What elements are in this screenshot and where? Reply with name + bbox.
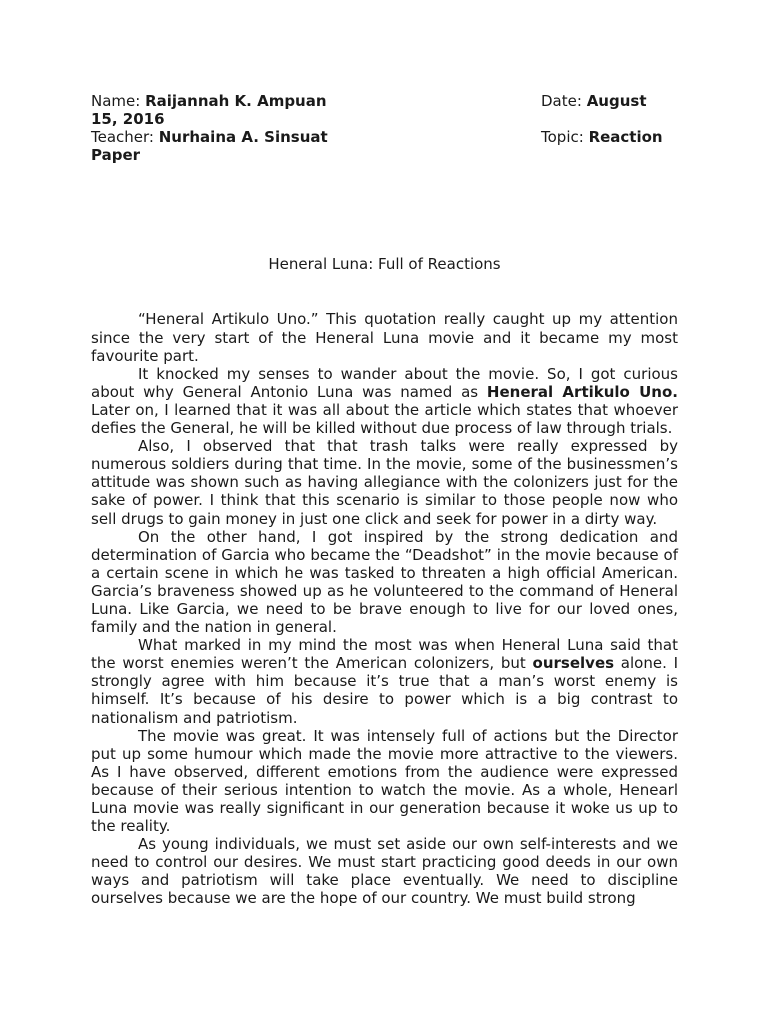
teacher-value: Nurhaina A. Sinsuat — [158, 128, 328, 147]
topic-field — [541, 128, 663, 146]
teacher-field — [91, 128, 328, 146]
document-page — [91, 92, 678, 908]
paragraph-2 — [91, 365, 678, 437]
date-value-cont: 15, 2016 — [91, 110, 165, 129]
topic-value-cont: Paper — [91, 146, 141, 165]
paragraph-7: As young individuals, we must set aside our own self-interests and we need to control our desires. We must start practicing good deeds in our own ways and patriotism will take place eventually. We need to discipline ourselves because we are the hope of our country. We must build strong — [91, 835, 678, 908]
name-field — [91, 92, 327, 110]
paragraph-6: The movie was great. It was intensely full of actions but the Director put up some humour which made the movie more attractive to the viewers. As I have observed, different emotions from the audience were expressed because of their serious intention to watch the movie. As a whole, Henearl Luna movie was really significant in our generation because it woke us up to the reality. — [91, 726, 678, 836]
topic-label: Topic: — [541, 128, 589, 147]
topic-continuation — [91, 146, 678, 164]
name-value: Raijannah K. Ampuan — [145, 92, 327, 110]
paragraph-5-text-b: alone. I strongly agree with him because it’s true that a man’s worst enemy is himself. It’s because of his desire to power which is a big contrast to nationalism and patriotism. — [91, 654, 679, 727]
document-title: Heneral Luna: Full of Reactions — [268, 255, 501, 274]
teacher-label: Teacher: — [91, 128, 159, 147]
header-row-teacher-topic — [91, 128, 678, 146]
header-row-name-date — [91, 92, 678, 110]
topic-value: Reaction — [588, 128, 663, 147]
document-body — [91, 310, 678, 907]
paragraph-3: Also, I observed that that trash talks were really expressed by numerous soldiers during that time. In the movie, some of the businessmen’s attitude was shown such as having allegiance with the colonizers just for the sake of power. I think that this scenario is similar to those people now who sell drugs to gain money in just one click and seek for power in a dirty way. — [91, 437, 678, 528]
date-label: Date: — [541, 92, 587, 110]
paragraph-2-text-b: Later on, I learned that it was all about the article which states that whoever defies the General, he will be killed without due process of law through trials. — [91, 400, 678, 438]
paragraph-2-text-a: It knocked my senses to wander about the movie. So, I got curious about why General Antonio Luna was named as — [91, 364, 678, 401]
date-field — [541, 92, 647, 110]
paragraph-5 — [91, 636, 678, 726]
name-label: Name: — [91, 92, 146, 110]
date-continuation — [91, 110, 678, 128]
paragraph-5-emphasis: ourselves — [532, 654, 615, 673]
date-value: August — [586, 92, 647, 110]
paragraph-5-text-a: What marked in my mind the most was when Heneral Luna said that the worst enemies weren’t the American colonizers, but — [91, 636, 678, 673]
paragraph-4: On the other hand, I got inspired by the strong dedication and determination of Garcia who became the “Deadshot” in the movie because of a certain scene in which he was tasked to threaten a high official American. Garcia’s braveness showed up as he volunteered to the command of Heneral Luna. Like Garcia, we need to be brave enough to live for our loved ones, family and the nation in general. — [91, 527, 678, 637]
paragraph-1: “Heneral Artikulo Uno.” This quotation really caught up my attention since the very start of the Heneral Luna movie and it became my most favourite part. — [91, 310, 678, 365]
paragraph-2-emphasis: Heneral Artikulo Uno. — [486, 382, 678, 401]
